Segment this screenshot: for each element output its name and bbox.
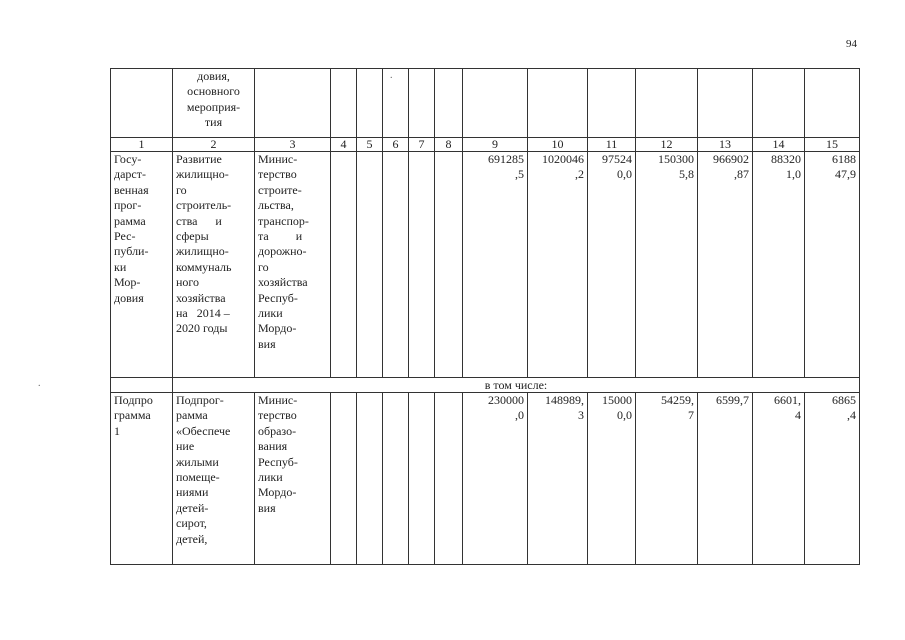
program-status: Госу- дарст- венная прог- рамма Рес- публи- ки Мор- довия bbox=[111, 152, 173, 378]
column-number: 13 bbox=[698, 138, 753, 152]
table-cell bbox=[357, 393, 383, 565]
column-number: 7 bbox=[409, 138, 435, 152]
table-cell bbox=[383, 393, 409, 565]
table-cell bbox=[588, 69, 636, 138]
column-number-row bbox=[111, 138, 860, 152]
program-value: 966902 ,87 bbox=[698, 152, 753, 378]
table-cell bbox=[383, 152, 409, 378]
table-cell bbox=[636, 69, 698, 138]
header-continuation-row bbox=[111, 69, 860, 138]
column-number: 15 bbox=[805, 138, 860, 152]
column-number: 11 bbox=[588, 138, 636, 152]
table-cell bbox=[409, 393, 435, 565]
column-number: 2 bbox=[173, 138, 255, 152]
table-cell bbox=[698, 69, 753, 138]
page-number: 94 bbox=[846, 38, 857, 50]
subprogram-executor: Минис- терство образо- вания Респуб- лики Мордо- вия bbox=[255, 393, 331, 565]
column-number: 5 bbox=[357, 138, 383, 152]
column-number: 14 bbox=[753, 138, 805, 152]
program-row bbox=[111, 152, 860, 378]
header-continued-text: довия, основного мероприя- тия bbox=[173, 69, 255, 138]
subprogram-value: 6599,7 bbox=[698, 393, 753, 565]
table-cell bbox=[435, 152, 463, 378]
table-cell bbox=[435, 393, 463, 565]
including-label: в том числе: bbox=[173, 378, 860, 393]
subprogram-value: 15000 0,0 bbox=[588, 393, 636, 565]
subprogram-name: Подпрог- рамма «Обеспече ние жилыми помеще- ниями детей- сирот, детей, bbox=[173, 393, 255, 565]
table-cell bbox=[331, 393, 357, 565]
table-cell bbox=[111, 69, 173, 138]
table-cell bbox=[357, 69, 383, 138]
stray-mark: . bbox=[38, 378, 41, 389]
table-cell bbox=[409, 69, 435, 138]
column-number: 1 bbox=[111, 138, 173, 152]
program-table bbox=[110, 68, 860, 565]
table-cell bbox=[435, 69, 463, 138]
table-cell bbox=[463, 69, 528, 138]
stray-mark: . bbox=[390, 70, 393, 81]
table-cell bbox=[331, 69, 357, 138]
column-number: 12 bbox=[636, 138, 698, 152]
subprogram-value: 148989, 3 bbox=[528, 393, 588, 565]
subprogram-status: Подпро грамма 1 bbox=[111, 393, 173, 565]
subprogram-value: 6601, 4 bbox=[753, 393, 805, 565]
subprogram-value: 6865 ,4 bbox=[805, 393, 860, 565]
table-cell bbox=[805, 69, 860, 138]
table-cell bbox=[357, 152, 383, 378]
subprogram-value: 54259, 7 bbox=[636, 393, 698, 565]
program-value: 691285 ,5 bbox=[463, 152, 528, 378]
program-name: Развитие жилищно- го строитель- ства и сферы жилищно- коммуналь ного хозяйства на 2014 – 2020 годы bbox=[173, 152, 255, 378]
program-value: 6188 47,9 bbox=[805, 152, 860, 378]
program-value: 1020046 ,2 bbox=[528, 152, 588, 378]
including-row bbox=[111, 378, 860, 393]
program-executor: Минис- терство строите- льства, транспор- та и дорожно- го хозяйства Респуб- лики Мордо- вия bbox=[255, 152, 331, 378]
table-cell bbox=[753, 69, 805, 138]
table-cell bbox=[331, 152, 357, 378]
column-number: 8 bbox=[435, 138, 463, 152]
table-cell bbox=[409, 152, 435, 378]
column-number: 10 bbox=[528, 138, 588, 152]
column-number: 3 bbox=[255, 138, 331, 152]
program-value: 88320 1,0 bbox=[753, 152, 805, 378]
program-value: 150300 5,8 bbox=[636, 152, 698, 378]
program-value: 97524 0,0 bbox=[588, 152, 636, 378]
table-cell bbox=[528, 69, 588, 138]
table-cell bbox=[383, 69, 409, 138]
table-cell bbox=[255, 69, 331, 138]
subprogram-value: 230000 ,0 bbox=[463, 393, 528, 565]
column-number: 4 bbox=[331, 138, 357, 152]
table-cell bbox=[111, 378, 173, 393]
column-number: 6 bbox=[383, 138, 409, 152]
subprogram-row bbox=[111, 393, 860, 565]
column-number: 9 bbox=[463, 138, 528, 152]
